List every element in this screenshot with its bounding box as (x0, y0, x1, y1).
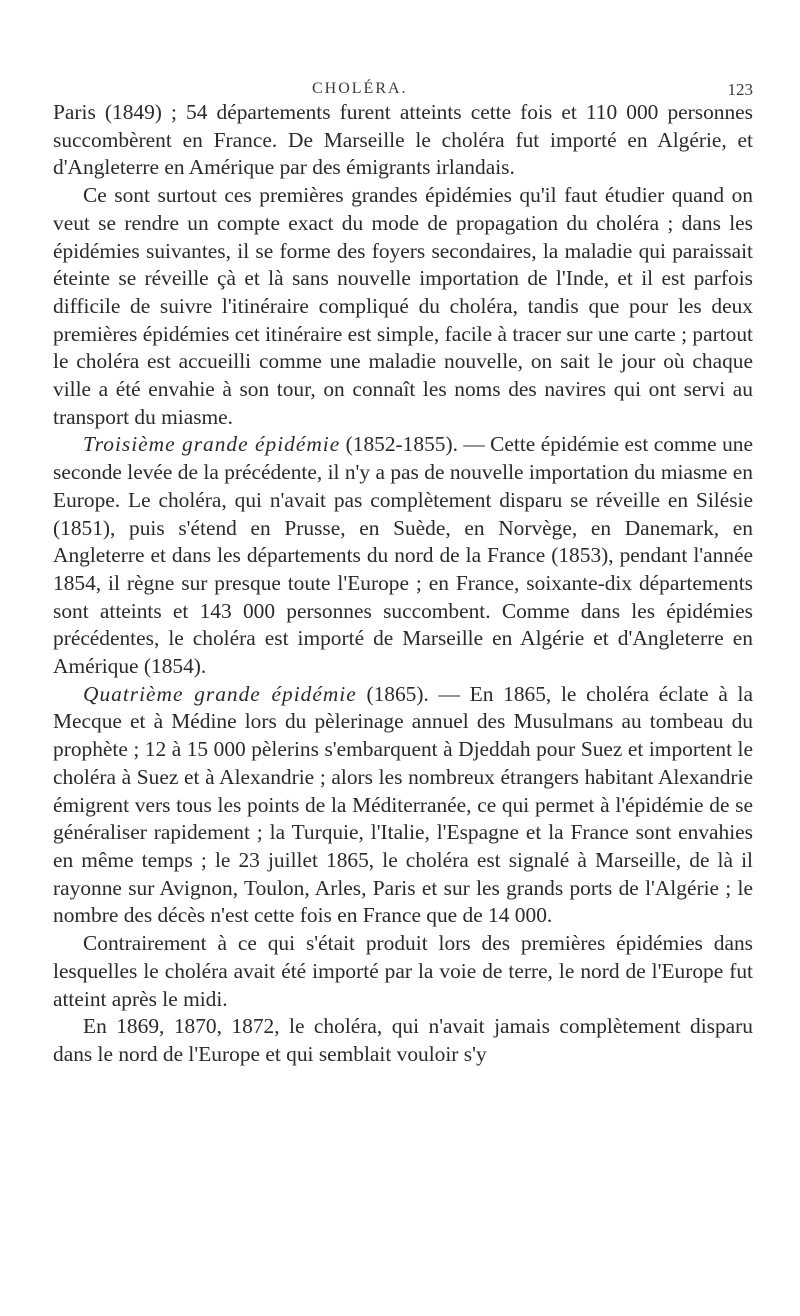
paragraph-2-text: Ce sont surtout ces premières grandes épidémies qu'il faut étudier quand on veut se rendre un compte exact du mode de propagation du choléra ; dans les épidémies suivantes, il se forme des foyers secondaires, la maladie qui paraissait éteinte se réveille çà et là sans nouvelle importation de l'Inde, et il est parfois difficile de suivre l'itinéraire compliqué du choléra, tandis que pour les deux premières épidémies cet itinéraire est simple, facile à tracer sur une carte ; partout le choléra est accueilli comme une maladie nouvelle, on sait le jour où chaque ville a été envahie à son tour, on connaît les noms des navires qui ont servi au transport du miasme. (53, 183, 753, 429)
body-text (53, 99, 753, 1069)
paragraph-6-text: En 1869, 1870, 1872, le choléra, qui n'avait jamais complètement disparu dans le nord de l'Europe et qui semblait vouloir s'y (53, 1014, 753, 1066)
paragraph-5-text: Contrairement à ce qui s'était produit lors des premières épidémies dans lesquelles le choléra avait été importé par la voie de terre, le nord de l'Europe fut atteint après le midi. (53, 931, 753, 1011)
running-title: CHOLÉRA. (312, 80, 408, 97)
paragraph-5 (53, 930, 753, 1013)
paragraph-third-epidemic (53, 431, 753, 680)
paragraph-6 (53, 1013, 753, 1068)
paragraph-1-text: Paris (1849) ; 54 départements furent atteints cette fois et 110 000 personnes succombèrent en France. De Marseille le choléra fut importé en Algérie, et d'Angleterre en Amérique par des émigrants irlandais. (53, 100, 753, 180)
paragraph-4-text: (1865). — En 1865, le choléra éclate à la Mecque et à Médine lors du pèlerinage annuel des Musulmans au tombeau du prophète ; 12 à 15 000 pèlerins s'embarquent à Djeddah pour Suez et importent le choléra à Suez et à Alexandrie ; alors les nombreux étrangers habitant Alexandrie émigrent vers tous les points de la Méditerranée, ce qui permet à l'épidémie de se généraliser rapidement ; la Turquie, l'Italie, l'Espagne et la France sont envahies en même temps ; le 23 juillet 1865, le choléra est signalé à Marseille, de là il rayonne sur Avignon, Toulon, Arles, Paris et sur les grands ports de l'Algérie ; le nombre des décès n'est cette fois en France que de 14 000. (53, 681, 753, 928)
paragraph-3-text: (1852-1855). — Cette épidémie est comme une seconde levée de la précédente, il n'y a pas de nouvelle importation du miasme en Europe. Le choléra, qui n'avait pas complètement disparu se réveille en Silésie (1851), puis s'étend en Prusse, en Suède, en Norvège, en Danemark, en Angleterre et dans les départements du nord de la France (1853), pendant l'année 1854, il règne sur presque toute l'Europe ; en France, soixante-dix départements sont atteints et 143 000 personnes succombent. Comme dans les épidémies précédentes, le choléra est importé de Marseille en Algérie et d'Angleterre en Amérique (1854). (53, 432, 753, 679)
paragraph-1 (53, 99, 753, 182)
section-heading-fourth-epidemic: Quatrième grande épidémie (83, 681, 357, 706)
paragraph-fourth-epidemic (53, 681, 753, 930)
paragraph-2 (53, 182, 753, 431)
page-number: 123 (727, 80, 753, 99)
section-heading-third-epidemic: Troisième grande épidémie (83, 432, 341, 457)
